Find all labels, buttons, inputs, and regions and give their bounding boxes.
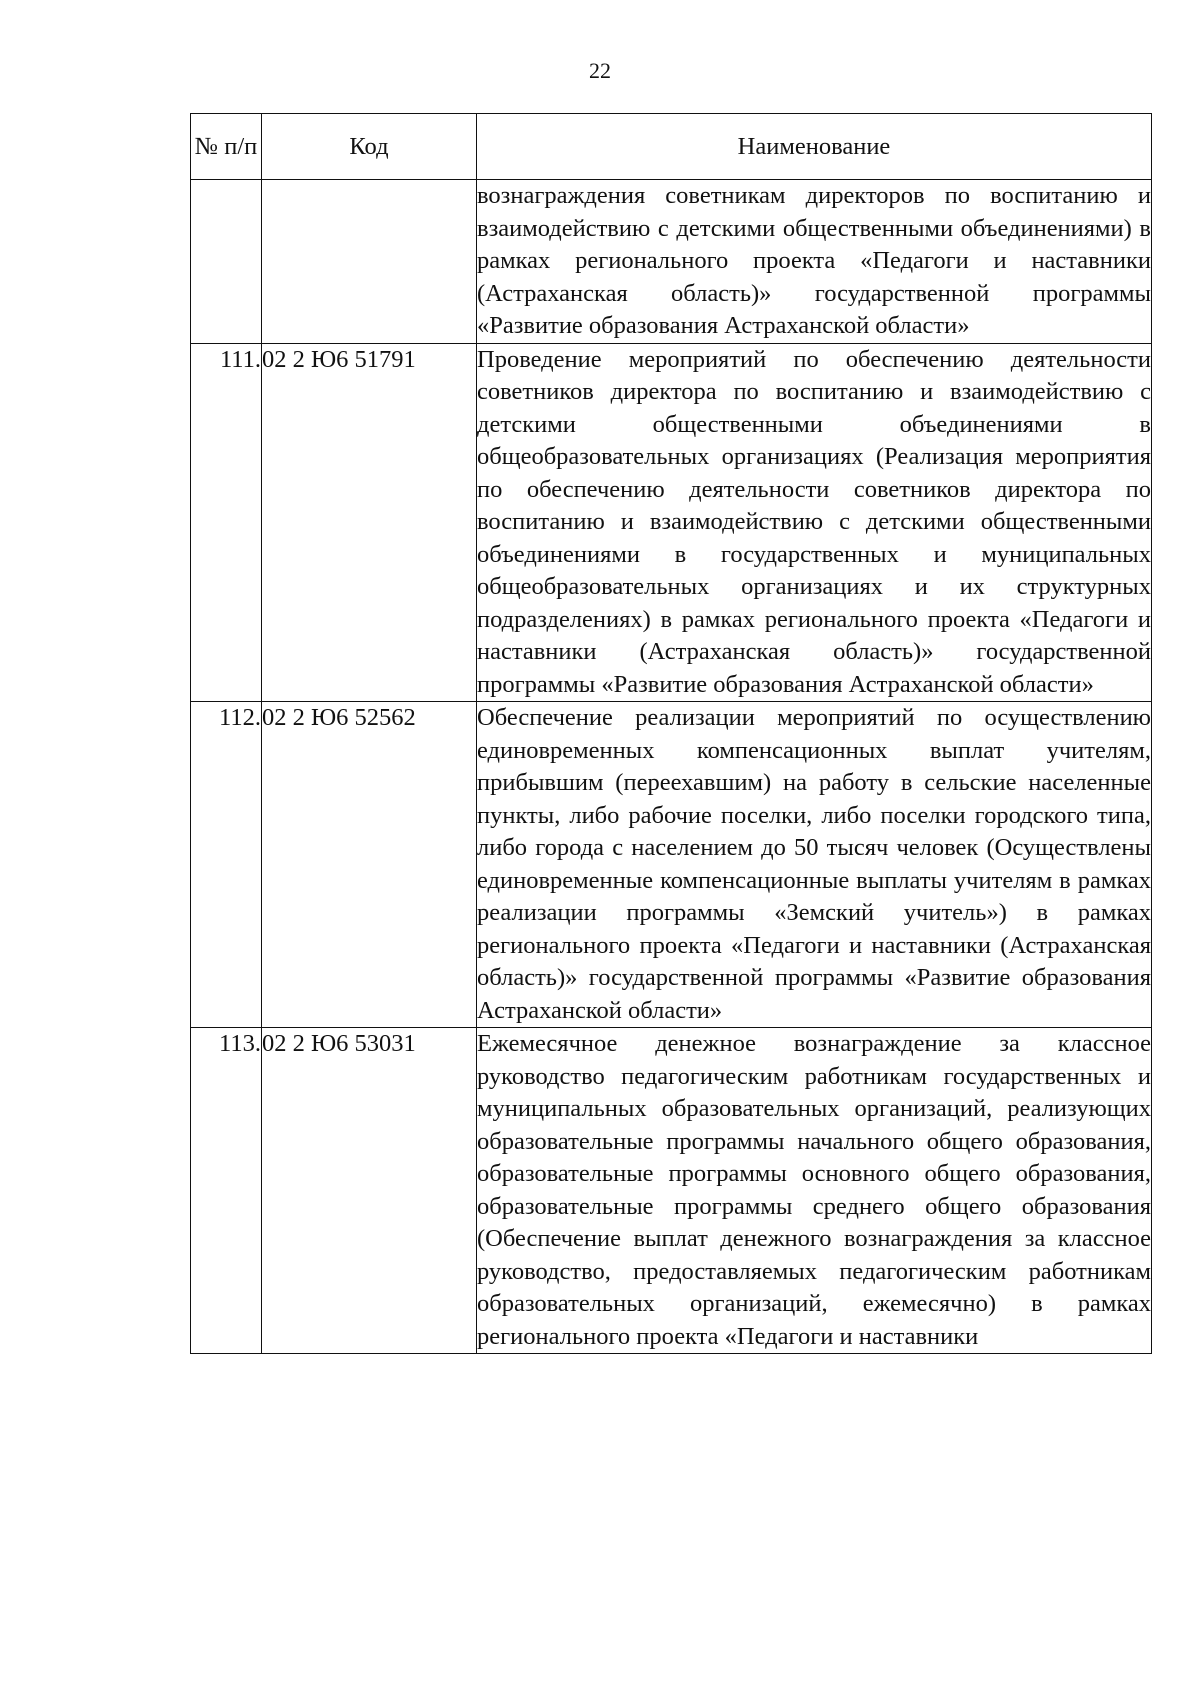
row-name: Обеспечение реализации мероприятий по осуществлению единовременных компенсационных выплат учителям, прибывшим (переехавшим) на работу в сельские населенные пункты, либо рабочие поселки, либо поселки городского типа, либо города с населением до 50 тысяч человек (Осуществлены единовременные компенсационные выплаты учителям в рамках реализации программы «Земский учитель») в рамках регионального проекта «Педагоги и наставники (Астраханская область)» государственной программы «Развитие образования Астраханской области» — [477, 702, 1152, 1028]
row-name: Проведение мероприятий по обеспечению деятельности советников директора по воспитанию и взаимодействию с детскими общественными объединениями в общеобразовательных организациях (Реализация мероприятия по обеспечению деятельности советников директора по воспитанию и взаимодействию с детскими общественными объединениями в государственных и муниципальных общеобразовательных организациях и их структурных подразделениях) в рамках регионального проекта «Педагоги и наставники (Астраханская область)» государственной программы «Развитие образования Астраханской области» — [477, 343, 1152, 702]
row-name: Ежемесячное денежное вознаграждение за классное руководство педагогическим работникам государственных и муниципальных образовательных организаций, реализующих образовательные программы начального общего образования, образовательные программы основного общего образования, образовательные программы среднего общего образования (Обеспечение выплат денежного вознаграждения за классное руководство, предоставляемых педагогическим работникам образовательных организаций, ежемесячно) в рамках регионального проекта «Педагоги и наставники — [477, 1028, 1152, 1354]
row-number: 112. — [191, 702, 262, 1028]
row-code — [262, 180, 477, 344]
row-number: 111. — [191, 343, 262, 702]
row-code: 02 2 Ю6 53031 — [262, 1028, 477, 1354]
budget-classification-table — [190, 113, 1152, 1354]
table-row — [191, 343, 1152, 702]
row-code: 02 2 Ю6 51791 — [262, 343, 477, 702]
header-number: № п/п — [191, 114, 262, 180]
row-number — [191, 180, 262, 344]
row-name: вознаграждения советникам директоров по воспитанию и взаимодействию с детскими общественными объединениями) в рамках регионального проекта «Педагоги и наставники (Астраханская область)» государственной программы «Развитие образования Астраханской области» — [477, 180, 1152, 344]
row-number: 113. — [191, 1028, 262, 1354]
table-row — [191, 1028, 1152, 1354]
header-name: Наименование — [477, 114, 1152, 180]
table-row — [191, 180, 1152, 344]
page-number: 22 — [589, 58, 611, 83]
header-code: Код — [262, 114, 477, 180]
table-row — [191, 702, 1152, 1028]
table-header-row — [191, 114, 1152, 180]
row-code: 02 2 Ю6 52562 — [262, 702, 477, 1028]
